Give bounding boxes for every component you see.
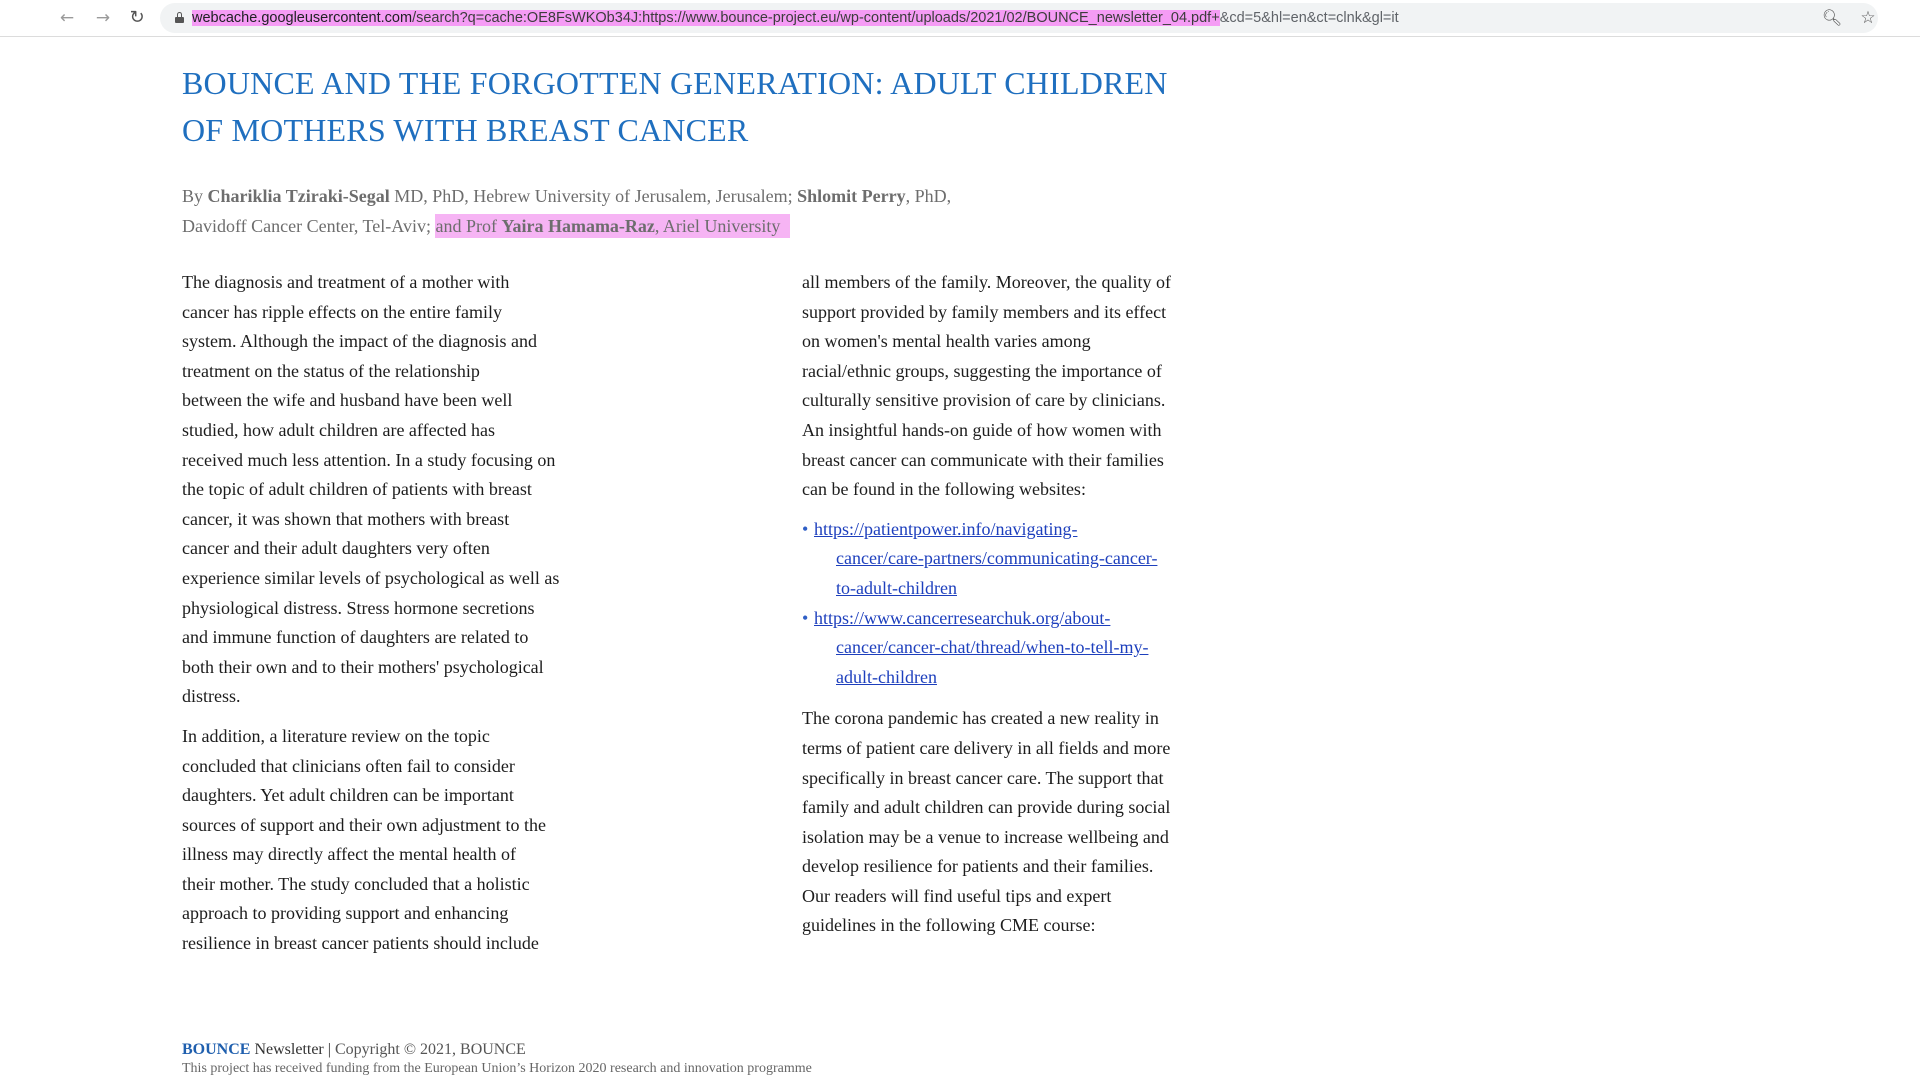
list-item	[802, 515, 1222, 604]
text-line: develop resilience for patients and their families.	[802, 856, 1154, 877]
text-line: The corona pandemic has created a new reality in	[802, 708, 1159, 729]
back-arrow-icon[interactable]: ←	[59, 8, 75, 28]
link-cancerresearchuk[interactable]	[814, 604, 1222, 693]
footer-separator: |	[323, 1041, 335, 1058]
list-item	[802, 604, 1222, 693]
text-line: and immune function of daughters are related to	[182, 627, 529, 648]
text-line: Our readers will find useful tips and expert	[802, 885, 1112, 906]
footer-line-1	[182, 1040, 1182, 1060]
text-line: terms of patient care delivery in all fields and more	[802, 737, 1171, 758]
author-3-prefix: and Prof	[435, 216, 502, 236]
footer-newsletter: Newsletter	[250, 1041, 324, 1058]
text-line: cancer and their adult daughters very often	[182, 538, 490, 559]
text-line: family and adult children can provide during social	[802, 797, 1171, 818]
text-line: can be found in the following websites:	[802, 479, 1086, 500]
link-line: cancer/care-partners/communicating-cancer-	[836, 548, 1158, 569]
address-bar[interactable]	[160, 3, 1878, 33]
link-line: adult-children	[836, 666, 937, 687]
text-line: support provided by family members and its effect	[802, 301, 1167, 322]
highlighted-author-3	[435, 214, 790, 238]
text-line: sources of support and their own adjustment to the	[182, 814, 546, 835]
paragraph	[182, 268, 602, 712]
author-1: Chariklia Tziraki-Segal	[207, 186, 390, 206]
text-line: The diagnosis and treatment of a mother with	[182, 272, 510, 292]
text-line: the topic of adult children of patients with breast	[182, 479, 532, 500]
text-line: concluded that clinicians often fail to consider	[182, 755, 515, 776]
text-line: approach to providing support and enhancing	[182, 903, 509, 924]
text-line: treatment on the status of the relationship	[182, 360, 480, 381]
text-line: all members of the family. Moreover, the quality of	[802, 272, 1171, 292]
text-line: received much less attention. In a study focusing on	[182, 449, 556, 470]
paragraph	[802, 704, 1222, 941]
page-footer	[182, 1040, 1182, 1078]
text-line: on women's mental health varies among	[802, 331, 1091, 352]
text-line: both their own and to their mothers' psychological	[182, 656, 544, 677]
article-title	[182, 60, 1282, 154]
website-links-list	[802, 515, 1222, 693]
text-line: experience similar levels of psychological as well as	[182, 567, 560, 588]
link-line: cancer/cancer-chat/thread/when-to-tell-my-	[836, 637, 1149, 658]
text-line: between the wife and husband have been well	[182, 390, 513, 411]
lock-icon[interactable]	[175, 12, 184, 23]
url-query-tail: &cd=5&hl=en&ct=clnk&gl=it	[1219, 10, 1399, 26]
column-left	[182, 268, 602, 969]
browser-toolbar	[0, 0, 1920, 37]
text-line: studied, how adult children are affected has	[182, 419, 496, 440]
link-line: to-adult-children	[836, 577, 957, 598]
byline-by: By	[182, 186, 208, 206]
text-line: distress.	[182, 686, 241, 707]
column-right	[802, 268, 1222, 951]
reload-icon[interactable]: ↻	[129, 7, 145, 28]
text-line: racial/ethnic groups, suggesting the importance of	[802, 360, 1162, 381]
link-line: https://www.cancerresearchuk.org/about-	[814, 607, 1111, 628]
text-line: resilience in breast cancer patients should include	[182, 933, 539, 954]
text-line: An insightful hands-on guide of how women with	[802, 419, 1162, 440]
bullet: •	[802, 518, 809, 539]
paragraph	[182, 722, 602, 959]
author-2-affiliation-a: , PhD,	[905, 186, 952, 206]
text-line: system. Although the impact of the diagnosis and	[182, 331, 537, 352]
text-line: cancer has ripple effects on the entire family	[182, 301, 503, 322]
author-3: Yaira Hamama-Raz	[501, 216, 655, 236]
url-host: webcache.googleusercontent.com	[192, 10, 413, 26]
forward-arrow-icon[interactable]: →	[95, 8, 111, 28]
text-line: breast cancer can communicate with their families	[802, 449, 1164, 470]
author-3-affiliation: , Ariel University	[654, 216, 781, 236]
url-text[interactable]	[192, 3, 1399, 33]
text-line: daughters. Yet adult children can be important	[182, 785, 514, 806]
text-line: In addition, a literature review on the topic	[182, 725, 490, 746]
footer-funding: This project has received funding from the European Union’s Horizon 2020 research and innovation programme	[182, 1061, 812, 1076]
star-icon[interactable]: ☆	[1860, 8, 1876, 28]
author-2-affiliation-b: Davidoff Cancer Center, Tel-Aviv;	[182, 216, 436, 236]
bullet: •	[802, 607, 809, 628]
text-line: their mother. The study concluded that a holistic	[182, 873, 530, 894]
footer-brand: BOUNCE	[182, 1041, 251, 1058]
link-patientpower[interactable]	[814, 515, 1222, 604]
text-line: isolation may be a venue to increase wellbeing and	[802, 826, 1169, 847]
author-1-affiliation: MD, PhD, Hebrew University of Jerusalem, Jerusalem;	[389, 186, 798, 206]
text-line: culturally sensitive provision of care by clinicians.	[802, 390, 1166, 411]
author-2: Shlomit Perry	[797, 186, 906, 206]
paragraph	[802, 268, 1222, 505]
zoom-icon[interactable]: 🔍︎	[1821, 8, 1843, 27]
byline	[182, 181, 1082, 241]
text-line: guidelines in the following CME course:	[802, 915, 1096, 936]
title-line-2: OF MOTHERS WITH BREAST CANCER	[182, 112, 749, 148]
url-path: /search?q=cache:OE8FsWKOb34J:https://www.bounce-project.eu/wp-content/uploads/2021/02/BOUNCE_newsletter_04.pdf+	[412, 10, 1220, 26]
text-line: illness may directly affect the mental health of	[182, 844, 517, 865]
text-line: cancer, it was shown that mothers with breast	[182, 508, 510, 529]
link-line: https://patientpower.info/navigating-	[814, 518, 1078, 539]
text-line: specifically in breast cancer care. The support that	[802, 767, 1164, 788]
footer-copyright: Copyright © 2021, BOUNCE	[334, 1041, 526, 1058]
text-line: physiological distress. Stress hormone secretions	[182, 597, 535, 618]
title-line-1: BOUNCE AND THE FORGOTTEN GENERATION: ADULT CHILDREN	[182, 65, 1168, 101]
